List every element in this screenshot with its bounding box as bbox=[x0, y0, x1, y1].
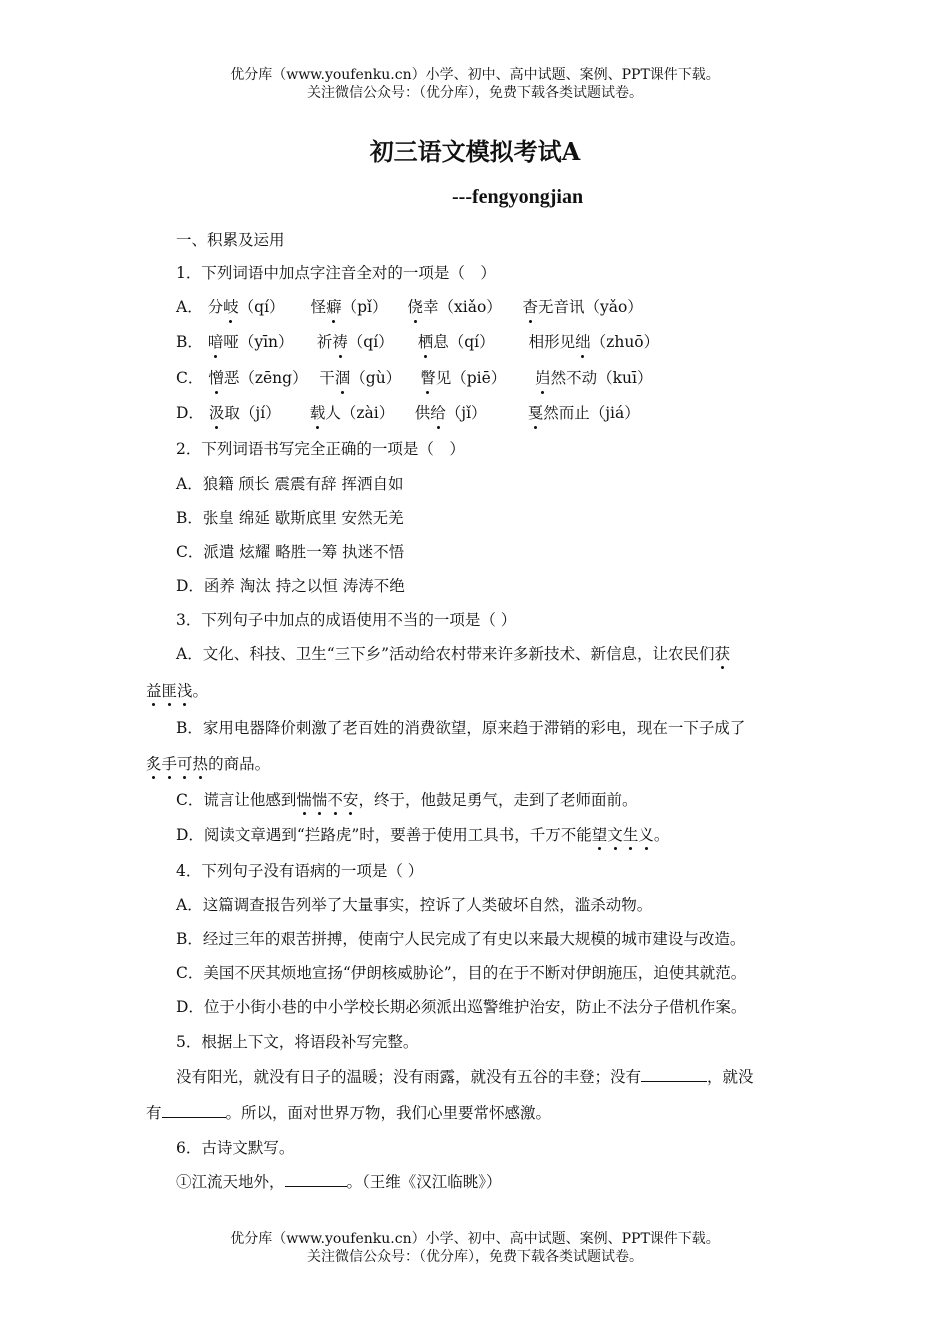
dotted-word: 热 bbox=[192, 755, 209, 773]
option-word: 分岐（qí） bbox=[207, 298, 285, 316]
option-text: 的商品。 bbox=[208, 755, 271, 773]
question-1-option-b bbox=[176, 332, 659, 352]
dotted-word: 文 bbox=[607, 826, 623, 844]
question-1-stem: 1．下列词语中加点字注音全对的一项是（ ） bbox=[176, 264, 496, 282]
question-2-option-a: A．狼籍 颀长 震震有辞 挥洒自如 bbox=[176, 475, 404, 493]
dotted-word: 安 bbox=[342, 791, 359, 809]
answer-blank[interactable] bbox=[162, 1103, 226, 1118]
option-word: 汲取（jí） bbox=[208, 404, 281, 422]
footer-line-1: 优分库（www.youfenku.cn）小学、初中、高中试题、案例、PPT课件下载。 bbox=[230, 1231, 720, 1247]
question-3-option-a-cont bbox=[146, 681, 208, 701]
dotted-word: 望 bbox=[591, 826, 608, 844]
question-4-option-b: B．经过三年的艰苦拼搏，使南宁人民完成了有史以来最大规模的城市建设与改造。 bbox=[176, 930, 746, 948]
question-4-option-c: C．美国不厌其烦地宣扬“伊朗核威胁论”，目的在于不断对伊朗施压，迫使其就范。 bbox=[176, 964, 747, 982]
question-5-line-1 bbox=[176, 1067, 754, 1087]
question-1-option-a bbox=[176, 297, 643, 317]
page-header bbox=[0, 66, 950, 102]
dotted-word: 惴 bbox=[311, 791, 328, 809]
option-text: D．阅读文章遇到“拦路虎”时，要善于使用工具书，千万不能 bbox=[176, 826, 592, 844]
option-text: A．文化、科技、卫生“三下乡”活动给农村带来许多新技术、新信息，让农民们 bbox=[176, 645, 715, 663]
option-word: 戛然而止（jiá） bbox=[527, 404, 640, 422]
author: ---fengyongjian bbox=[452, 186, 584, 208]
option-word: 杳无音讯（yǎo） bbox=[522, 298, 643, 316]
question-2-stem: 2．下列词语书写完全正确的一项是（ ） bbox=[176, 440, 465, 458]
passage-text: 有 bbox=[146, 1104, 162, 1122]
dotted-word: 益 bbox=[146, 682, 162, 700]
question-6-stem: 6．古诗文默写。 bbox=[176, 1139, 295, 1157]
question-4-option-a: A．这篇调查报告列举了大量事实，控诉了人类破坏自然，滥杀动物。 bbox=[176, 896, 653, 914]
header-line-1: 优分库（www.youfenku.cn）小学、初中、高中试题、案例、PPT课件下载。 bbox=[230, 67, 720, 83]
option-word: 怪癖（pǐ） bbox=[310, 298, 388, 316]
dotted-word: 获 bbox=[714, 645, 731, 663]
question-1-option-d bbox=[176, 403, 640, 423]
option-word: 岿然不动（kuī） bbox=[535, 369, 653, 387]
option-label: A． bbox=[176, 298, 203, 316]
header-line-2: 关注微信公众号：（优分库），免费下载各类试题试卷。 bbox=[307, 85, 643, 101]
question-3-option-b: B．家用电器降价刺激了老百姓的消费欲望，原来趋于滞销的彩电，现在一下子成了 bbox=[176, 719, 746, 737]
question-3-option-d bbox=[176, 825, 669, 845]
question-2-option-c: C．派遣 炫耀 略胜一筹 执迷不悟 bbox=[176, 543, 405, 561]
question-5-line-2 bbox=[146, 1103, 551, 1123]
dotted-word: 手 bbox=[161, 755, 178, 773]
question-1-option-c bbox=[176, 368, 652, 388]
passage-text: ，就没 bbox=[707, 1068, 754, 1086]
option-word: 喑哑（yīn） bbox=[207, 333, 294, 351]
dotted-word: 惴 bbox=[296, 791, 312, 809]
option-word: 瞥见（piē） bbox=[420, 369, 507, 387]
option-word: 相形见绌（zhuō） bbox=[528, 333, 660, 351]
option-word: 载人（zài） bbox=[309, 404, 395, 422]
poem-text: 。（王维《汉江临眺》） bbox=[346, 1173, 502, 1191]
question-2-option-b: B．张皇 绵延 歇斯底里 安然无羌 bbox=[176, 509, 404, 527]
page-title: 初三语文模拟考试A bbox=[369, 137, 581, 166]
option-text: ，终于，他鼓足勇气，走到了老师面前。 bbox=[358, 791, 638, 809]
question-6-line-1 bbox=[176, 1172, 502, 1192]
question-3-stem: 3．下列句子中加点的成语使用不当的一项是（ ） bbox=[176, 611, 517, 629]
answer-blank[interactable] bbox=[285, 1172, 347, 1187]
section-heading: 一、积累及运用 bbox=[176, 231, 285, 249]
question-2-option-d: D．函养 淘汰 持之以恒 涛涛不绝 bbox=[176, 577, 405, 595]
question-5-stem: 5．根据上下文，将语段补写完整。 bbox=[176, 1033, 419, 1051]
question-3-option-c bbox=[176, 790, 637, 810]
page-footer bbox=[0, 1230, 950, 1266]
option-label: D． bbox=[176, 404, 204, 422]
dotted-word: 浅 bbox=[177, 682, 193, 700]
dotted-word: 不 bbox=[327, 791, 343, 809]
option-text: C．谎言让他感到 bbox=[176, 791, 297, 809]
option-label: B． bbox=[176, 333, 203, 351]
dotted-word: 生 bbox=[622, 826, 639, 844]
question-3-option-b-cont bbox=[146, 754, 270, 774]
dotted-word: 可 bbox=[177, 755, 193, 773]
poem-text: ①江流天地外， bbox=[176, 1173, 285, 1191]
footer-line-2: 关注微信公众号：（优分库），免费下载各类试题试卷。 bbox=[307, 1249, 643, 1265]
dotted-word: 匪 bbox=[161, 682, 178, 700]
question-4-stem: 4．下列句子没有语病的一项是（ ） bbox=[176, 862, 424, 880]
option-text: 。 bbox=[192, 682, 209, 700]
option-word: 祈祷（qí） bbox=[316, 333, 394, 351]
passage-text: 没有阳光，就没有日子的温暖；没有雨露，就没有五谷的丰登；没有 bbox=[176, 1068, 642, 1086]
dotted-word: 义 bbox=[638, 826, 654, 844]
option-word: 干涸（gù） bbox=[319, 369, 402, 387]
question-4-option-d: D．位于小街小巷的中小学校长期必须派出巡警维护治安，防止不法分子借机作案。 bbox=[176, 998, 747, 1016]
option-label: C． bbox=[176, 369, 204, 387]
option-word: 供给（jǐ） bbox=[414, 404, 487, 422]
option-text: 。 bbox=[653, 826, 670, 844]
dotted-word: 炙 bbox=[146, 755, 162, 773]
option-word: 憎恶（zēng） bbox=[208, 369, 308, 387]
answer-blank[interactable] bbox=[641, 1067, 707, 1082]
option-word: 侥幸（xiǎo） bbox=[407, 298, 502, 316]
passage-text: 。所以，面对世界万物，我们心里要常怀感激。 bbox=[225, 1104, 552, 1122]
option-word: 栖息（qí） bbox=[417, 333, 495, 351]
question-3-option-a bbox=[176, 644, 730, 664]
